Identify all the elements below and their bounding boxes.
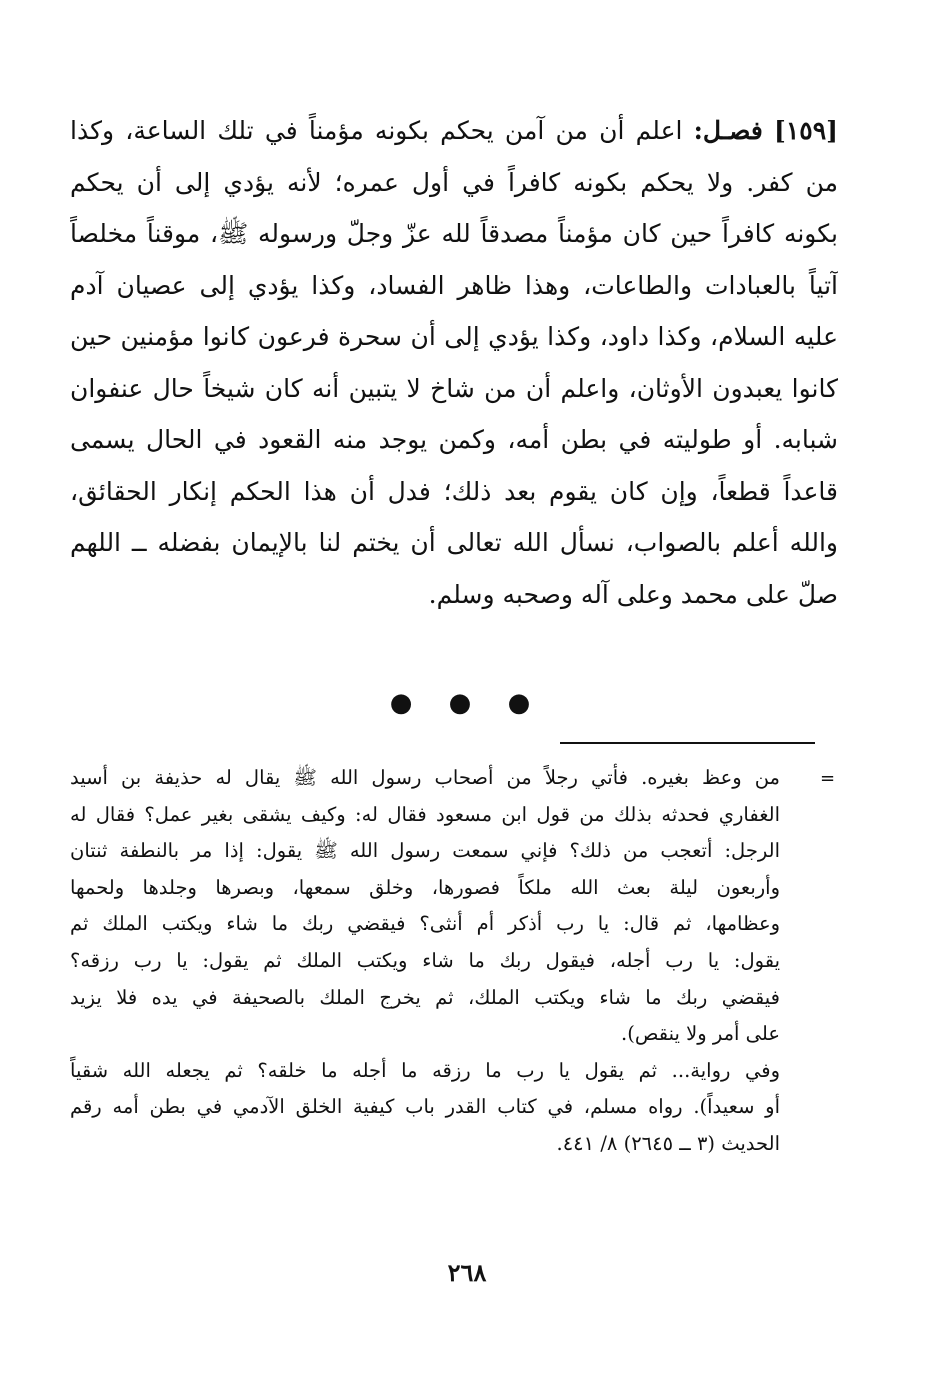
- main-line-6: كانوا يعبدون الأوثان، واعلم أن من شاخ لا يتبين أنه كان شيخاً حال عنفوان: [70, 373, 838, 403]
- footnote-line-1: من وعظ بغيره. فأتي رجلاً من أصحاب رسول الله ﷺ يقال له حذيفة بن أسيد: [70, 766, 780, 789]
- footnote-line-2: الغفاري فحدثه بذلك من قول ابن مسعود فقال له: وكيف يشقى بغير عمل؟ فقال له: [70, 802, 780, 826]
- main-line-8: قاعداً قطعاً، وإن كان يقوم بعد ذلك؛ فدل أن هذا الحكم إنكار الحقائق،: [70, 476, 838, 506]
- main-line-1: [70, 105, 838, 157]
- main-line-9: والله أعلم بالصواب، نسأل الله تعالى أن يختم لنا بالإيمان بفضله ــ اللهم: [70, 528, 838, 557]
- footnote-line-6: يقول: يا رب أجله، فيقول ربك ما شاء ويكتب الملك ثم يقول: يا رب رزقه؟: [70, 948, 780, 972]
- footnote-line-10: أو سعيداً). رواه مسلم، في كتاب القدر باب كيفية الخلق الآدمي في بطن أمه رقم: [70, 1095, 780, 1119]
- page-number: ٢٦٨: [447, 1258, 487, 1287]
- main-line-3: بكونه كافراً حين كان مؤمناً مصدقاً لله عزّ وجلّ ورسوله ﷺ، موقناً مخلصاً: [70, 219, 838, 248]
- footnote-rule: [560, 742, 815, 744]
- footnote-line-4: وأربعون ليلة بعث الله ملكاً فصورها، وخلق سمعها، وبصرها وجلدها ولحمها: [70, 875, 780, 899]
- section-heading: فصـل:: [693, 116, 763, 145]
- footnote-line-8: على أمر ولا ينقص).: [621, 1022, 780, 1046]
- main-paragraph: [70, 105, 838, 620]
- main-line-7: شبابه. أو طوليته في بطن أمه، وكمن يوجد منه القعود في الحال يسمى: [70, 425, 838, 454]
- section-separator: ● ● ●: [389, 688, 545, 718]
- main-line-10: صلّ على محمد وعلى آله وصحبه وسلم.: [428, 579, 838, 609]
- footnote-line-11: الحديث (٣ ــ ٢٦٤٥) ٨/ ٤٤١.: [556, 1131, 780, 1155]
- footnote: [70, 760, 780, 1163]
- main-line-2: من كفر. ولا يحكم بكونه كافراً في أول عمره؛ لأنه يؤدي إلى أن يحكم: [70, 167, 838, 197]
- footnote-line-5: وعظامها، ثم قال: يا رب أذكر أم أنثى؟ فيقضي ربك ما شاء ويكتب الملك ثم: [70, 912, 780, 936]
- section-number: [١٥٩]: [774, 116, 838, 145]
- footnote-line-3: الرجل: أتعجب من ذلك؟ فإني سمعت رسول الله ﷺ يقول: إذا مر بالنطفة ثنتان: [70, 839, 780, 863]
- footnote-line-7: فيقضي ربك ما شاء ويكتب الملك، ثم يخرج الملك بالصحيفة في يده فلا يزيد: [70, 985, 780, 1009]
- main-line-text: اعلم أن من آمن يحكم بكونه مؤمناً في تلك الساعة، وكذا: [70, 116, 683, 145]
- footnote-continuation-marker: =: [820, 768, 836, 789]
- footnote-line-9: وفي رواية... ثم يقول يا رب ما رزقه ما أجله ما خلقه؟ ثم يجعله الله شقياً: [70, 1058, 780, 1082]
- main-line-5: عليه السلام، وكذا داود، وكذا يؤدي إلى أن سحرة فرعون كانوا مؤمنين حين: [70, 322, 838, 351]
- main-line-4: آتياً بالعبادات والطاعات، وهذا ظاهر الفساد، وكذا يؤدي إلى عصيان آدم: [70, 270, 838, 300]
